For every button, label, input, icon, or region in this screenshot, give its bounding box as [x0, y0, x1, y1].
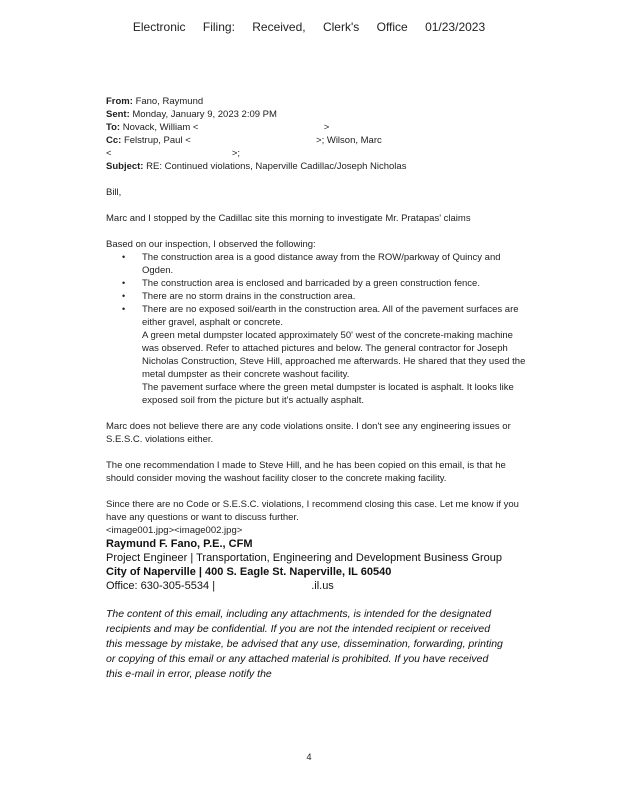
confidentiality-disclaimer: The content of this email, including any attachments, is intended for the designated recipients and may be confidential. If you are not the intended recipient or received this message by mistake, be advised that any use, dissemination, forwarding, printing or copying of this email or any attached material is prohibited. If you have received this e-mail in error, please notify the	[106, 608, 503, 680]
subject-line	[106, 160, 526, 173]
list-item: • The construction area is a good distance away from the ROW/parkway of Quincy and Ogden.	[142, 251, 526, 277]
stamp-word: Clerk's	[322, 20, 360, 34]
subject-label: Subject:	[106, 161, 144, 172]
signature-block	[106, 537, 526, 593]
cc-value: Felstrup, Paul <	[123, 135, 191, 146]
signature-email-tail: .il.us	[311, 580, 334, 592]
stamp-word: Office	[376, 20, 408, 34]
list-item: • There are no exposed soil/earth in the construction area. All of the pavement surfaces are either gravel, asphalt or concrete.	[142, 303, 526, 329]
signature-name: Raymund F. Fano, P.E., CFM	[106, 538, 253, 550]
sent-line	[106, 108, 526, 121]
from-line	[106, 95, 526, 108]
cc-line-2	[106, 147, 526, 160]
page-number: 4	[306, 752, 312, 762]
signature-address: City of Naperville | 400 S. Eagle St. Naperville, IL 60540	[106, 566, 392, 578]
stamp-word: Filing:	[202, 20, 235, 34]
to-value: Novack, William <	[122, 122, 199, 133]
sent-label: Sent:	[106, 109, 130, 120]
sent-value: Monday, January 9, 2023 2:09 PM	[132, 109, 277, 120]
paragraph-5: Since there are no Code or S.E.S.C. violations, I recommend closing this case. Let me know if you have any questions or want to discuss further.	[106, 499, 519, 523]
cc-line2-close: >;	[231, 148, 241, 159]
stamp-word: Received,	[252, 20, 306, 34]
cc-line2-open: <	[106, 148, 112, 159]
paragraph-2: Based on our inspection, I observed the following:	[106, 239, 316, 250]
list-item: • There are no storm drains in the construction area.	[142, 290, 526, 303]
to-label: To:	[106, 122, 121, 133]
stamp-word: Electronic	[132, 20, 186, 34]
signature-contact	[106, 579, 526, 593]
image-attachments: <image001.jpg><image002.jpg>	[106, 525, 243, 536]
observation-list	[106, 251, 526, 329]
email-document	[106, 95, 526, 682]
greeting: Bill,	[106, 187, 122, 198]
to-close: >	[323, 122, 330, 133]
cc-label: Cc:	[106, 135, 122, 146]
list-item: • The construction area is enclosed and barricaded by a green construction fence.	[142, 277, 526, 290]
from-label: From:	[106, 96, 133, 107]
cc-close: >; Wilson, Marc	[316, 135, 382, 146]
filing-stamp	[0, 20, 618, 34]
to-line	[106, 121, 526, 134]
stamp-word: 01/23/2023	[425, 20, 486, 34]
cc-line	[106, 134, 526, 147]
signature-title: Project Engineer | Transportation, Engineering and Development Business Group	[106, 552, 503, 564]
from-value: Fano, Raymund	[135, 96, 204, 107]
paragraph-3: Marc does not believe there are any code violations onsite. I don't see any engineering issues or S.E.S.C. violations either.	[106, 421, 511, 445]
list-continuation-1: A green metal dumpster located approximately 50' west of the concrete-making machine was observed. Refer to attached pictures and below. The general contractor for Joseph Nicholas Construction, Steve Hill, approached me afterwards. He shared that they used the metal dumpster as their concrete washout facility.	[142, 330, 526, 380]
signature-office: Office: 630-305-5534 |	[106, 580, 216, 592]
paragraph-4: The one recommendation I made to Steve Hill, and he has been copied on this email, is that he should consider moving the washout facility closer to the concrete making facility.	[106, 460, 506, 484]
subject-value: RE: Continued violations, Naperville Cadillac/Joseph Nicholas	[146, 161, 407, 172]
paragraph-1: Marc and I stopped by the Cadillac site this morning to investigate Mr. Pratapas' claims	[106, 213, 471, 224]
list-continuation-2: The pavement surface where the green metal dumpster is located is asphalt. It looks like exposed soil from the picture but it's actually asphalt.	[142, 382, 514, 406]
